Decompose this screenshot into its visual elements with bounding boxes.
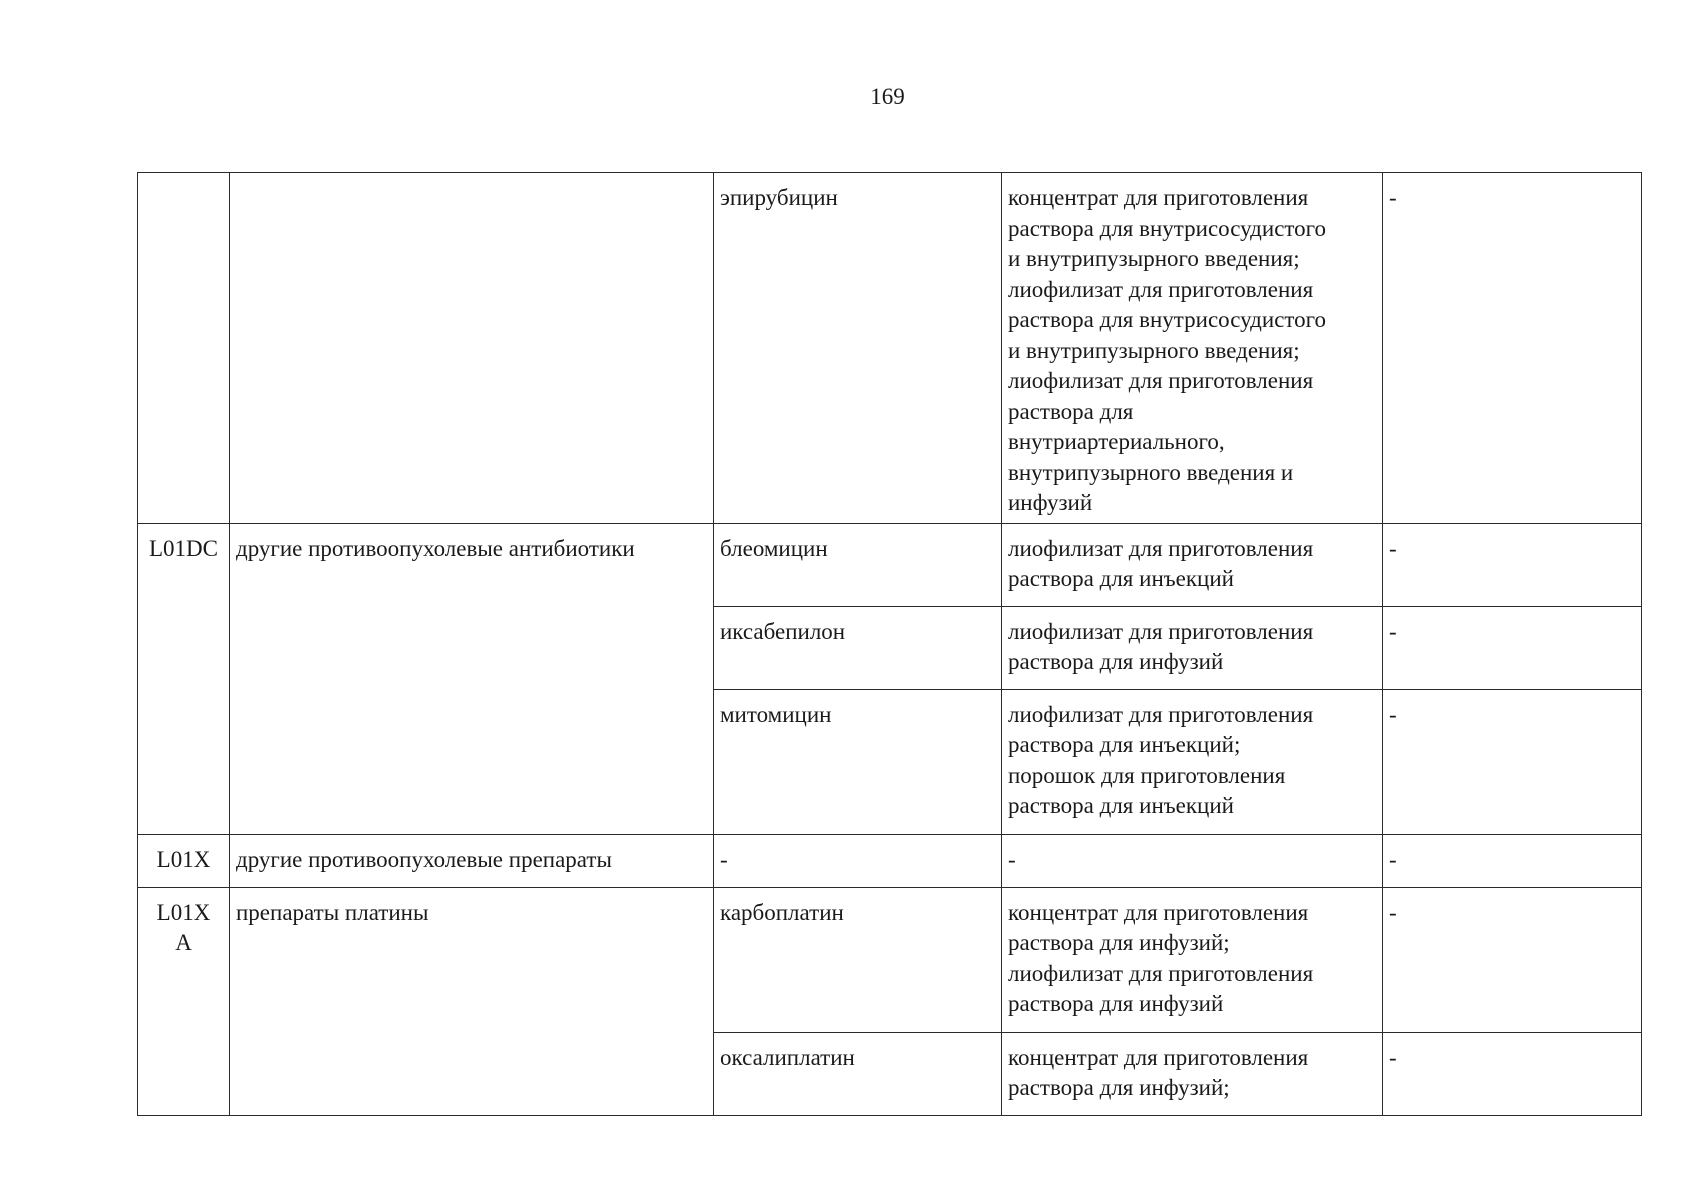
drug-name-cell: - [714,834,1002,887]
dosage-form-cell: лиофилизат для приготовления раствора для инъекций [1002,523,1383,606]
dosage-form-cell: концентрат для приготовления раствора для внутрисосудистого и внутрипузырного введения; лиофилизат для приготовления раствора для внутрисосудистого и внутрипузырного введения; лиофилизат для приготовления раствора для внутриартериального, внутрипузырного введения и инфузий [1002,173,1383,524]
drug-table [137,172,1642,1116]
page-number: 169 [870,84,905,109]
note-cell: - [1383,173,1642,524]
group-name-cell: другие противоопухолевые антибиотики [230,523,714,834]
note-cell: - [1383,523,1642,606]
dosage-form-cell: - [1002,834,1383,887]
dosage-form-cell: лиофилизат для приготовления раствора для инфузий [1002,606,1383,689]
atc-code-cell: L01DC [138,523,230,834]
atc-code-cell: L01X [138,834,230,887]
note-cell: - [1383,1032,1642,1115]
group-name-cell: препараты платины [230,887,714,1115]
drug-name-cell: эпирубицин [714,173,1002,524]
dosage-form-cell: лиофилизат для приготовления раствора для инъекций; порошок для приготовления раствора для инъекций [1002,689,1383,834]
note-cell: - [1383,606,1642,689]
table-row [138,173,1642,524]
group-name-cell: другие противоопухолевые препараты [230,834,714,887]
drug-name-cell: карбоплатин [714,887,1002,1032]
drug-name-cell: митомицин [714,689,1002,834]
atc-code-cell [138,173,230,524]
atc-code-cell: L01X A [138,887,230,1115]
table-row [138,523,1642,606]
table-row [138,887,1642,1032]
drug-name-cell: блеомицин [714,523,1002,606]
note-cell: - [1383,887,1642,1032]
group-name-cell [230,173,714,524]
note-cell: - [1383,834,1642,887]
drug-name-cell: иксабепилон [714,606,1002,689]
dosage-form-cell: концентрат для приготовления раствора для инфузий; лиофилизат для приготовления раствора для инфузий [1002,887,1383,1032]
dosage-form-cell: концентрат для приготовления раствора для инфузий; [1002,1032,1383,1115]
drug-name-cell: оксалиплатин [714,1032,1002,1115]
note-cell: - [1383,689,1642,834]
table-row [138,834,1642,887]
